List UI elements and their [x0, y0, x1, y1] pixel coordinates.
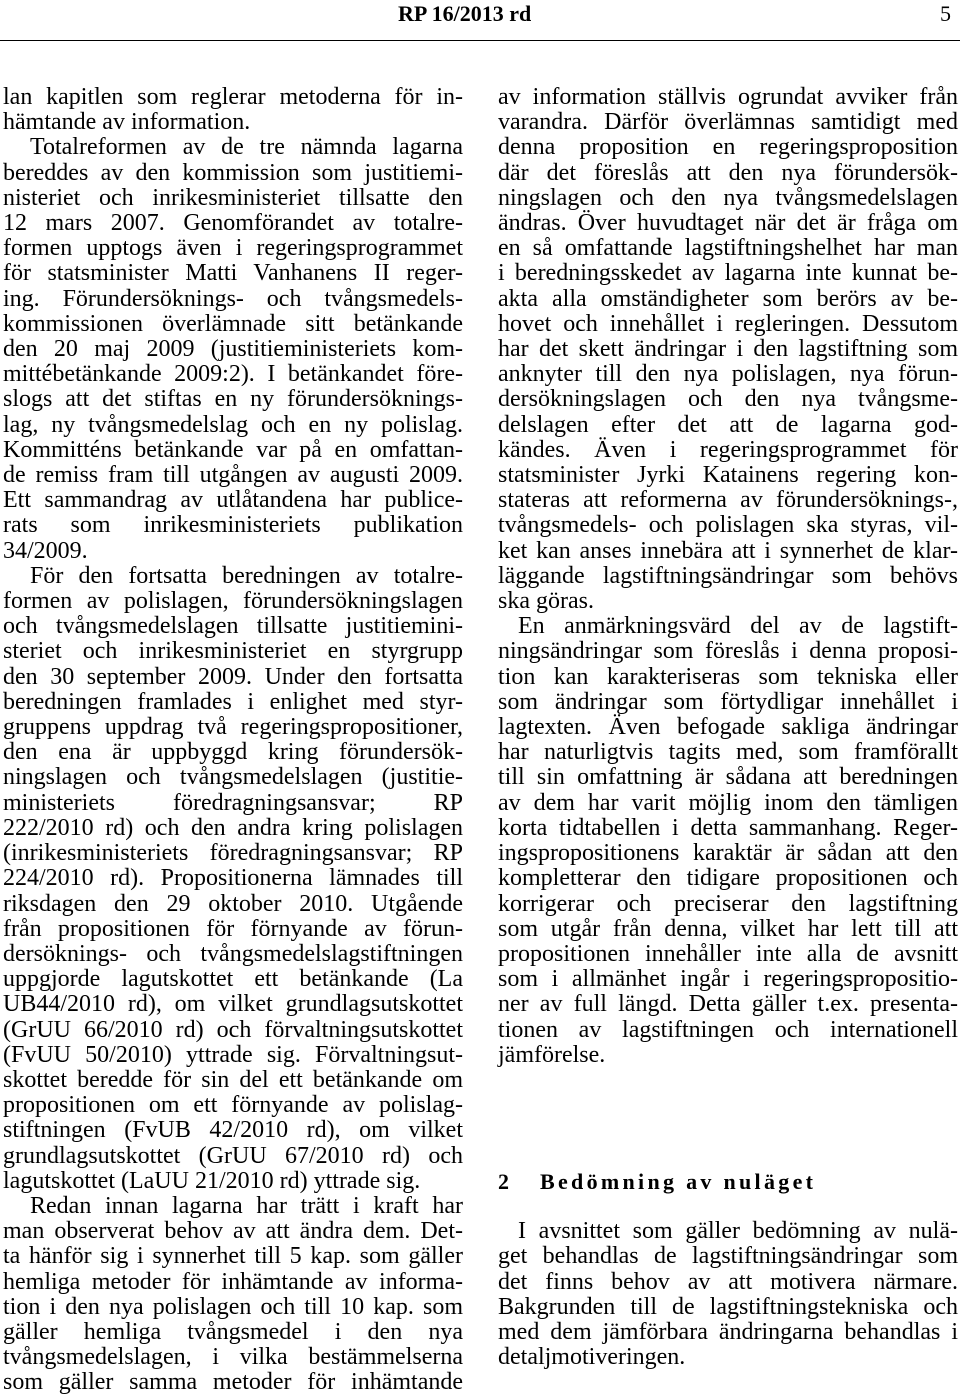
text-line: hovet och innehållet i regleringen. Dessutom: [498, 310, 958, 337]
paragraph: [3, 85, 463, 135]
text-line: har naturligtvis tagits med, som framförallt: [498, 739, 958, 766]
running-header-title: RP 16/2013 rd: [398, 1, 532, 26]
text-line: detaljmotiveringen.: [498, 1344, 686, 1371]
text-line: propositionen innehåller inte alla de avsnitt: [498, 940, 958, 967]
text-line: För den fortsatta beredningen av totalre-: [30, 562, 463, 589]
text-line: steriet och inrikesministeriet en styrgrupp: [3, 638, 463, 665]
text-line: en så omfattande lagstiftningshelhet har man: [498, 235, 958, 262]
text-line: tvångsmedels- och polislagen ska styras, vil-: [498, 512, 958, 539]
text-line: (FvUU 50/2010) yttrade sig. Förvaltningsut-: [3, 1041, 463, 1068]
text-line: de remiss fram till utgången av augusti 2009.: [3, 462, 463, 489]
text-line: den 30 september 2009. Under den fortsatta: [3, 663, 463, 690]
text-line: formen upptogs även i regeringsprogrammet: [3, 235, 463, 262]
text-line: läggande lagstiftningsändringar som behövs: [498, 562, 958, 589]
text-line: grundlagsutskottet (GrUU 67/2010 rd) och: [3, 1142, 463, 1169]
text-line: lan kapitlen som reglerar metoderna för in-: [3, 84, 463, 110]
text-line: tion kan karakteriseras som tekniska eller: [498, 663, 958, 690]
text-line: till sin omfattning är sådana att beredningen: [498, 764, 958, 791]
right-column: [498, 85, 958, 1370]
text-line: tionen av lagstiftningen och internationell: [498, 1016, 958, 1043]
text-line: Ett sammandrag av utlåtandena har publice-: [3, 487, 463, 514]
running-header: [0, 0, 960, 42]
text-line: delslagen efter det att de lagarna god-: [498, 411, 958, 438]
text-line: ningsändringar som föreslås i denna proposi-: [498, 638, 958, 665]
text-line: 34/2009.: [3, 537, 88, 564]
text-line: (GrUU 66/2010 rd) och förvaltningsutskottet: [3, 1016, 463, 1043]
text-line: har det skett ändringar i den lagstiftning som: [498, 336, 958, 363]
text-line: av information ställvis ogrundat avviker från: [498, 84, 958, 110]
text-line: kändes. Även i regeringsprogrammet för: [498, 436, 958, 463]
text-line: ing. Förundersöknings- och tvångsmedels-: [3, 285, 463, 312]
text-line: akta alla omständigheter som berörs av be-: [498, 285, 958, 312]
text-line: korrigerar och preciserar den lagstiftning: [498, 890, 958, 917]
text-line: kompletterar den tidigare propositionen och: [498, 865, 958, 892]
text-line: med dem jämförbara ändringarna behandlas i: [498, 1318, 958, 1345]
text-line: nisteriet och inrikesministeriet tillsatte den: [3, 184, 463, 211]
text-line: mittébetänkande 2009:2). I betänkandet före-: [3, 361, 463, 388]
text-line: bereddes av den kommission som justitiemi-: [3, 159, 463, 186]
text-line: slogs att det stiftas en ny förundersöknings-: [3, 386, 463, 413]
text-line: och tvångsmedelslagen tillsatte justitiemini-: [3, 613, 463, 640]
text-line: hemliga metoder för inhämtande av informa-: [3, 1268, 463, 1295]
text-line: 12 mars 2007. Genomförandet av totalre-: [3, 210, 463, 237]
text-line: 222/2010 rd) och den andra kring polislagen: [3, 814, 463, 841]
text-line: som ändringar som förtydligar innehållet i: [498, 688, 958, 715]
text-line: tvångsmedelslagen, i vilka bestämmelserna: [3, 1344, 463, 1371]
text-line: ningslagen och den nya tvångsmedelslagen: [498, 184, 958, 211]
paragraph: [498, 614, 958, 1068]
paragraph: [3, 564, 463, 1194]
text-line: En anmärkningsvärd del av de lagstift-: [518, 613, 958, 640]
text-line: gruppens uppdrag två regeringspropositioner,: [3, 714, 463, 741]
text-line: skottet beredde för sin del ett betänkande om: [3, 1066, 463, 1093]
text-line: man observerat behov av att ändra dem. Det-: [3, 1218, 463, 1245]
text-line: I avsnittet som gäller bedömning av nulä-: [518, 1218, 958, 1245]
paragraph: [3, 135, 463, 563]
text-line: varandra. Därför överlämnas samtidigt med: [498, 109, 958, 136]
text-line: formen av polislagen, förundersökningslagen: [3, 588, 463, 615]
paragraph: [498, 85, 958, 614]
paragraph: [3, 1194, 463, 1396]
text-line: den ena är uppbyggd kring förundersök-: [3, 739, 463, 766]
text-line: där det föreslås att den nya förundersök-: [498, 159, 958, 186]
text-line: Bakgrunden till de lagstiftningstekniska och: [498, 1293, 958, 1320]
text-line: för statsminister Matti Vanhanens II reger-: [3, 260, 463, 287]
section-number: 2: [498, 1168, 509, 1194]
text-line: det finns behov av att motivera närmare.: [498, 1268, 958, 1295]
text-line: lag, ny tvångsmedelslag och en ny polislag.: [3, 411, 463, 438]
text-line: gäller hemliga tvångsmedel i den nya: [3, 1318, 463, 1345]
text-line: uppgjorde lagutskottet ett betänkande (La: [3, 966, 463, 993]
text-line: stiftningen (FvUB 42/2010 rd), om vilket: [3, 1117, 463, 1144]
text-line: Totalreformen av de tre nämnda lagarna: [30, 134, 463, 161]
header-rule: [0, 40, 960, 41]
text-line: UB44/2010 rd), om vilket grundlagsutskottet: [3, 991, 463, 1018]
text-line: kommissionen överlämnade sitt betänkande: [3, 310, 463, 337]
page-number: 5: [940, 1, 951, 26]
text-line: tion i den nya polislagen och till 10 kap. som: [3, 1293, 463, 1320]
text-line: som i allmänhet ingår i regeringspropositio-: [498, 966, 958, 993]
section-heading: [498, 1169, 958, 1194]
text-line: ta hänför sig i synnerhet till 5 kap. som gäller: [3, 1243, 463, 1270]
text-line: Kommitténs betänkande var på en omfattan-: [3, 436, 463, 463]
left-column: [3, 85, 463, 1396]
paragraph: [498, 1219, 958, 1370]
text-line: av dem har varit möjlig inom den tämligen: [498, 789, 958, 816]
section-title: Bedömning av nuläget: [540, 1168, 817, 1194]
text-line: 224/2010 rd). Propositionerna lämnades till: [3, 865, 463, 892]
text-line: ningslagen och tvångsmedelslagen (justitie-: [3, 764, 463, 791]
text-line: (inrikesministeriets föredragningsansvar; RP: [3, 840, 463, 867]
text-line: korta tidtabellen i detta sammanhang. Reger-: [498, 814, 958, 841]
text-line: rats som inrikesministeriets publikation: [3, 512, 463, 539]
text-line: beredningen framlades i enlighet med styr-: [3, 688, 463, 715]
text-line: i beredningsskedet av lagarna inte kunnat be-: [498, 260, 958, 287]
text-line: som utgår från denna, vilket har lett till att: [498, 915, 958, 942]
text-line: lagutskottet (LaUU 21/2010 rd) yttrade sig.: [3, 1167, 421, 1194]
text-line: ändras. Över huvudtaget när det är fråga om: [498, 210, 958, 237]
text-line: den 20 maj 2009 (justitieministeriets kom-: [3, 336, 463, 363]
text-line: ministeriets föredragningsansvar; RP: [3, 789, 463, 816]
text-line: ingspropositionens karaktär är sådan att den: [498, 840, 958, 867]
text-line: hämtande av information.: [3, 109, 251, 136]
text-line: lagtexten. Även befogade sakliga ändringar: [498, 714, 958, 741]
text-line: dersökningslagen och den nya tvångsme-: [498, 386, 958, 413]
text-line: dersöknings- och tvångsmedelslagstiftningen: [3, 940, 463, 967]
text-line: riksdagen den 29 oktober 2010. Utgående: [3, 890, 463, 917]
text-line: denna proposition en regeringsproposition: [498, 134, 958, 161]
text-line: ska göras.: [498, 588, 594, 615]
text-line: som gäller samma metoder för inhämtande: [3, 1369, 463, 1396]
text-line: get behandlas de lagstiftningsändringar som: [498, 1243, 958, 1270]
text-line: stateras att reformerna av förundersöknings-,: [498, 487, 958, 514]
text-line: anknyter till den nya polislagen, nya förun-: [498, 361, 958, 388]
text-line: statsminister Jyrki Katainens regering kon-: [498, 462, 958, 489]
text-line: Redan innan lagarna har trätt i kraft har: [30, 1192, 463, 1219]
text-line: från propositionen för förnyande av förun-: [3, 915, 463, 942]
text-line: propositionen om ett förnyande av polislag-: [3, 1092, 463, 1119]
text-line: ner av full längd. Detta gäller t.ex. presenta-: [498, 991, 958, 1018]
text-line: jämförelse.: [498, 1041, 606, 1068]
text-line: ket kan anses innebära att i synnerhet de klar-: [498, 537, 958, 564]
